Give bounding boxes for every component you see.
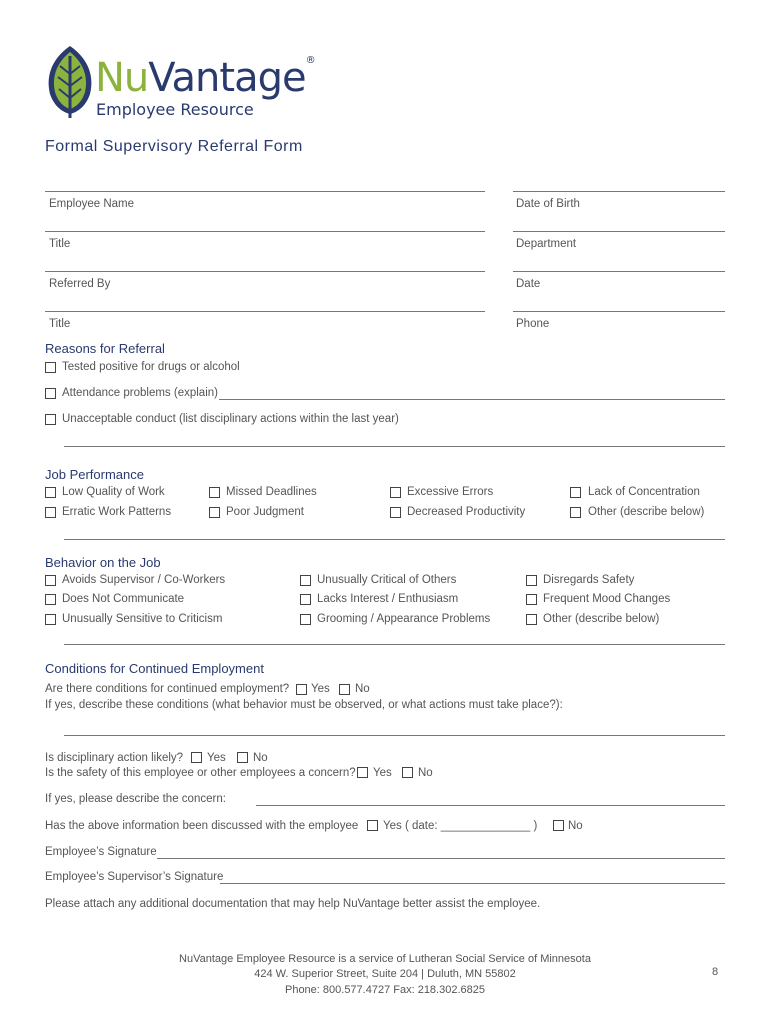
behavior-option-label: Lacks Interest / Enthusiasm bbox=[317, 593, 459, 605]
job-checkbox[interactable] bbox=[45, 487, 56, 498]
phone-label: Phone bbox=[516, 318, 550, 330]
attendance-line[interactable] bbox=[219, 399, 725, 400]
department-line[interactable] bbox=[513, 231, 725, 232]
behavior-option-label: Unusually Critical of Others bbox=[317, 574, 457, 586]
behavior-option-label: Avoids Supervisor / Co-Workers bbox=[62, 574, 226, 586]
behavior-checkbox[interactable] bbox=[526, 594, 537, 605]
job-performance-line[interactable] bbox=[64, 539, 725, 540]
discussed-question: Has the above information been discussed with the employee bbox=[45, 820, 359, 832]
page-title: Formal Supervisory Referral Form bbox=[45, 138, 303, 155]
title-line-1[interactable] bbox=[45, 231, 485, 232]
conditions-no-checkbox[interactable] bbox=[339, 684, 350, 695]
behavior-checkbox[interactable] bbox=[45, 575, 56, 586]
department-label: Department bbox=[516, 238, 577, 250]
date-line[interactable] bbox=[513, 271, 725, 272]
behavior-option-label: Other (describe below) bbox=[543, 613, 660, 625]
date-of-birth-label: Date of Birth bbox=[516, 198, 580, 210]
tested-positive-checkbox[interactable] bbox=[45, 362, 56, 373]
employee-name-line[interactable] bbox=[45, 191, 485, 192]
conditions-question: Are there conditions for continued employment? bbox=[45, 683, 290, 695]
attendance-label: Attendance problems (explain) bbox=[62, 387, 218, 399]
conditions-yes-label: Yes bbox=[311, 683, 330, 695]
job-option-label: Missed Deadlines bbox=[226, 486, 317, 498]
job-checkbox[interactable] bbox=[45, 507, 56, 518]
conduct-label: Unacceptable conduct (list disciplinary actions within the last year) bbox=[62, 413, 399, 425]
behavior-checkbox[interactable] bbox=[526, 575, 537, 586]
behavior-option-label: Frequent Mood Changes bbox=[543, 593, 671, 605]
employee-signature-label: Employee’s Signature bbox=[45, 846, 157, 858]
logo-wordmark: NuVantage® bbox=[95, 55, 315, 101]
discussed-no-label: No bbox=[568, 820, 583, 832]
conditions-no-label: No bbox=[355, 683, 370, 695]
behavior-option-label: Disregards Safety bbox=[543, 574, 635, 586]
title-line-2[interactable] bbox=[45, 311, 485, 312]
describe-concern-line[interactable] bbox=[256, 805, 725, 806]
discussed-no-checkbox[interactable] bbox=[553, 820, 564, 831]
footer-line-1: NuVantage Employee Resource is a service of Lutheran Social Service of Minnesota bbox=[179, 953, 591, 965]
employee-name-label: Employee Name bbox=[49, 198, 135, 210]
tested-positive-label: Tested positive for drugs or alcohol bbox=[62, 361, 240, 373]
job-option-label: Lack of Concentration bbox=[588, 486, 700, 498]
disciplinary-no-label: No bbox=[253, 752, 268, 764]
safety-no-checkbox[interactable] bbox=[402, 767, 413, 778]
disciplinary-no-checkbox[interactable] bbox=[237, 752, 248, 763]
behavior-checkbox[interactable] bbox=[526, 614, 537, 625]
behavior-option-label: Unusually Sensitive to Criticism bbox=[62, 613, 223, 625]
behavior-checkbox[interactable] bbox=[45, 614, 56, 625]
leaf-icon bbox=[44, 44, 96, 120]
page-number: 8 bbox=[712, 966, 719, 978]
disciplinary-yes-label: Yes bbox=[207, 752, 226, 764]
safety-question: Is the safety of this employee or other employees a concern? bbox=[45, 767, 356, 779]
describe-concern-label: If yes, please describe the concern: bbox=[45, 793, 226, 805]
employee-signature-line[interactable] bbox=[157, 858, 725, 859]
referred-by-label: Referred By bbox=[49, 278, 111, 290]
safety-yes-label: Yes bbox=[373, 767, 392, 779]
job-option-label: Poor Judgment bbox=[226, 506, 304, 518]
conditions-describe: If yes, describe these conditions (what behavior must be observed, or what actions must take place?): bbox=[45, 699, 563, 711]
conditions-yes-checkbox[interactable] bbox=[296, 684, 307, 695]
behavior-checkbox[interactable] bbox=[45, 594, 56, 605]
job-checkbox[interactable] bbox=[390, 507, 401, 518]
conduct-line[interactable] bbox=[64, 446, 725, 447]
supervisor-signature-line[interactable] bbox=[220, 883, 725, 884]
behavior-checkbox[interactable] bbox=[300, 614, 311, 625]
behavior-checkbox[interactable] bbox=[300, 594, 311, 605]
job-checkbox[interactable] bbox=[570, 507, 581, 518]
job-checkbox[interactable] bbox=[390, 487, 401, 498]
disciplinary-question: Is disciplinary action likely? bbox=[45, 752, 184, 764]
attach-note: Please attach any additional documentation that may help NuVantage better assist the employee. bbox=[45, 898, 541, 910]
behavior-option-label: Does Not Communicate bbox=[62, 593, 185, 605]
discussed-yes-checkbox[interactable] bbox=[367, 820, 378, 831]
behavior-option-label: Grooming / Appearance Problems bbox=[317, 613, 491, 625]
conduct-checkbox[interactable] bbox=[45, 414, 56, 425]
supervisor-signature-label: Employee’s Supervisor’s Signature bbox=[45, 871, 224, 883]
title-label-2: Title bbox=[49, 318, 71, 330]
footer-line-2: 424 W. Superior Street, Suite 204 | Duluth, MN 55802 bbox=[254, 968, 516, 980]
job-checkbox[interactable] bbox=[209, 507, 220, 518]
conditions-line[interactable] bbox=[64, 735, 725, 736]
date-label: Date bbox=[516, 278, 541, 290]
date-of-birth-line[interactable] bbox=[513, 191, 725, 192]
behavior-checkbox[interactable] bbox=[300, 575, 311, 586]
job-option-label: Excessive Errors bbox=[407, 486, 494, 498]
behavior-heading: Behavior on the Job bbox=[45, 555, 161, 570]
behavior-line[interactable] bbox=[64, 644, 725, 645]
attendance-checkbox[interactable] bbox=[45, 388, 56, 399]
title-label-1: Title bbox=[49, 238, 71, 250]
logo-subtitle: Employee Resource bbox=[96, 100, 254, 119]
job-performance-heading: Job Performance bbox=[45, 467, 144, 482]
job-checkbox[interactable] bbox=[570, 487, 581, 498]
job-option-label: Erratic Work Patterns bbox=[62, 506, 172, 518]
disciplinary-yes-checkbox[interactable] bbox=[191, 752, 202, 763]
referred-by-line[interactable] bbox=[45, 271, 485, 272]
job-option-label: Decreased Productivity bbox=[407, 506, 526, 518]
job-option-label: Other (describe below) bbox=[588, 506, 705, 518]
phone-line[interactable] bbox=[513, 311, 725, 312]
footer-line-3: Phone: 800.577.4727 Fax: 218.302.6825 bbox=[284, 984, 485, 996]
safety-no-label: No bbox=[418, 767, 433, 779]
discussed-yes-label: Yes ( date: ______________ ) bbox=[383, 820, 538, 832]
job-checkbox[interactable] bbox=[209, 487, 220, 498]
job-option-label: Low Quality of Work bbox=[62, 486, 165, 498]
reasons-heading: Reasons for Referral bbox=[45, 341, 165, 356]
conditions-heading: Conditions for Continued Employment bbox=[45, 661, 264, 676]
safety-yes-checkbox[interactable] bbox=[357, 767, 368, 778]
